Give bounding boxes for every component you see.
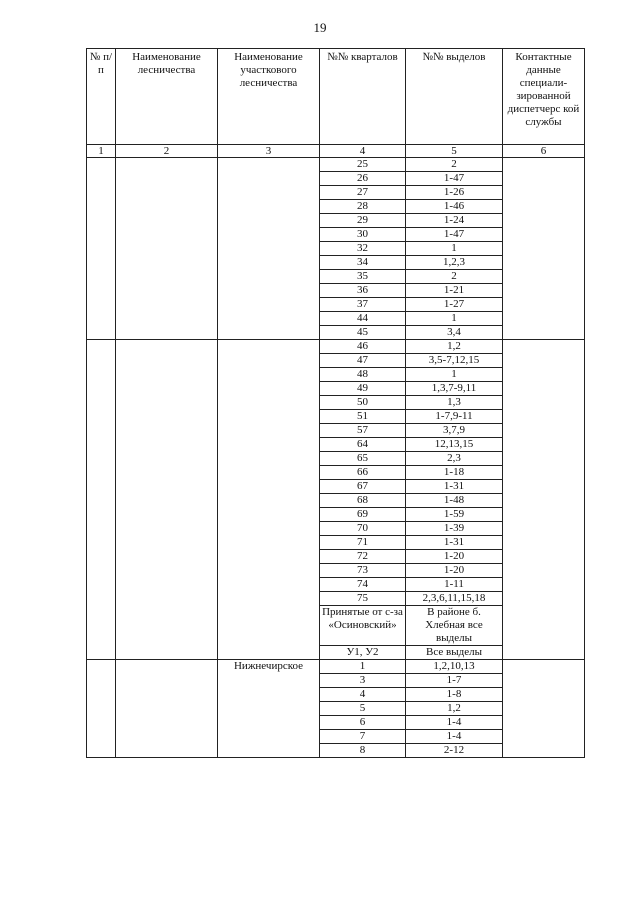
- allotment-cell: В районе б. Хлебная все выделы: [406, 606, 503, 646]
- quarter-cell: 50: [320, 396, 406, 410]
- quarter-cell: 44: [320, 312, 406, 326]
- quarter-cell: 73: [320, 564, 406, 578]
- allotment-cell: 1-47: [406, 228, 503, 242]
- allotment-cell: 1: [406, 312, 503, 326]
- quarter-cell: 69: [320, 508, 406, 522]
- forest-districts-table: [86, 48, 585, 758]
- quarter-cell: 45: [320, 326, 406, 340]
- page-number: 19: [313, 20, 327, 35]
- district-cell: Нижнечирское: [218, 660, 320, 758]
- allotment-cell: 1,2: [406, 702, 503, 716]
- quarter-cell: 65: [320, 452, 406, 466]
- allotment-cell: 1-48: [406, 494, 503, 508]
- quarter-cell: 66: [320, 466, 406, 480]
- allotment-cell: Все выделы: [406, 646, 503, 660]
- allotment-cell: 1-31: [406, 536, 503, 550]
- allotment-cell: 1,3,7-9,11: [406, 382, 503, 396]
- quarter-cell: У1, У2: [320, 646, 406, 660]
- quarter-cell: 1: [320, 660, 406, 674]
- quarter-cell: 67: [320, 480, 406, 494]
- contact-cell: [503, 340, 585, 660]
- quarter-cell: 6: [320, 716, 406, 730]
- forestry-cell: [116, 340, 218, 660]
- allotment-cell: 1: [406, 242, 503, 256]
- header-cell: №№ кварталов: [320, 49, 406, 145]
- quarter-cell: 37: [320, 298, 406, 312]
- allotment-cell: 1-18: [406, 466, 503, 480]
- header-cell: №№ выделов: [406, 49, 503, 145]
- allotment-cell: 1-31: [406, 480, 503, 494]
- quarter-cell: 49: [320, 382, 406, 396]
- quarter-cell: 26: [320, 172, 406, 186]
- allotment-cell: 1,3: [406, 396, 503, 410]
- quarter-cell: 8: [320, 744, 406, 758]
- table-group-b: [87, 340, 585, 660]
- district-cell: [218, 158, 320, 340]
- district-cell: [218, 340, 320, 660]
- allotment-cell: 2: [406, 158, 503, 172]
- allotment-cell: 1-47: [406, 172, 503, 186]
- quarter-cell: 4: [320, 688, 406, 702]
- allotment-cell: 1: [406, 368, 503, 382]
- header-cell: № п/п: [87, 49, 116, 145]
- header-cell: Наименование участкового лесничества: [218, 49, 320, 145]
- header-row: [87, 49, 585, 145]
- column-number: 1: [87, 145, 116, 158]
- row-number-cell: [87, 158, 116, 340]
- table-row: [87, 158, 585, 172]
- quarter-cell: 27: [320, 186, 406, 200]
- column-number: 6: [503, 145, 585, 158]
- quarter-cell: 47: [320, 354, 406, 368]
- table-group-c: [87, 660, 585, 758]
- allotment-cell: 1-4: [406, 730, 503, 744]
- allotment-cell: 1-7: [406, 674, 503, 688]
- quarter-cell: 5: [320, 702, 406, 716]
- header-cell: Контактные данные специали-зированной диспетчерс кой службы: [503, 49, 585, 145]
- header-cell: Наименование лесничества: [116, 49, 218, 145]
- allotment-cell: 1-59: [406, 508, 503, 522]
- allotment-cell: 1-20: [406, 550, 503, 564]
- column-number: 3: [218, 145, 320, 158]
- column-number: 4: [320, 145, 406, 158]
- quarter-cell: 34: [320, 256, 406, 270]
- allotment-cell: 1,2,3: [406, 256, 503, 270]
- forestry-cell: [116, 158, 218, 340]
- allotment-cell: 1-8: [406, 688, 503, 702]
- quarter-cell: 28: [320, 200, 406, 214]
- quarter-cell: 36: [320, 284, 406, 298]
- quarter-cell: 32: [320, 242, 406, 256]
- table-group-a: [87, 158, 585, 340]
- quarter-cell: 70: [320, 522, 406, 536]
- quarter-cell: 51: [320, 410, 406, 424]
- quarter-cell: 3: [320, 674, 406, 688]
- quarter-cell: 46: [320, 340, 406, 354]
- allotment-cell: 1-11: [406, 578, 503, 592]
- quarter-cell: 29: [320, 214, 406, 228]
- allotment-cell: 1-7,9-11: [406, 410, 503, 424]
- row-number-cell: [87, 660, 116, 758]
- allotment-cell: 3,4: [406, 326, 503, 340]
- allotment-cell: 1-46: [406, 200, 503, 214]
- quarter-cell: 74: [320, 578, 406, 592]
- table-row: [87, 660, 585, 674]
- quarter-cell: 64: [320, 438, 406, 452]
- allotment-cell: 2,3: [406, 452, 503, 466]
- quarter-cell: 68: [320, 494, 406, 508]
- quarter-cell: 35: [320, 270, 406, 284]
- forestry-cell: [116, 660, 218, 758]
- contact-cell: [503, 660, 585, 758]
- allotment-cell: 1-26: [406, 186, 503, 200]
- allotment-cell: 1-4: [406, 716, 503, 730]
- quarter-cell: 25: [320, 158, 406, 172]
- table-row: [87, 340, 585, 354]
- quarter-cell: 71: [320, 536, 406, 550]
- quarter-cell: 7: [320, 730, 406, 744]
- allotment-cell: 2: [406, 270, 503, 284]
- quarter-cell: 30: [320, 228, 406, 242]
- column-number: 5: [406, 145, 503, 158]
- column-number-row: [87, 145, 585, 158]
- quarter-cell: 57: [320, 424, 406, 438]
- quarter-cell: Принятые от с-за «Осиновский»: [320, 606, 406, 646]
- row-number-cell: [87, 340, 116, 660]
- column-number: 2: [116, 145, 218, 158]
- allotment-cell: 3,7,9: [406, 424, 503, 438]
- allotment-cell: 1-20: [406, 564, 503, 578]
- allotment-cell: 1-24: [406, 214, 503, 228]
- allotment-cell: 12,13,15: [406, 438, 503, 452]
- allotment-cell: 3,5-7,12,15: [406, 354, 503, 368]
- allotment-cell: 2-12: [406, 744, 503, 758]
- allotment-cell: 2,3,6,11,15,18: [406, 592, 503, 606]
- allotment-cell: 1-27: [406, 298, 503, 312]
- allotment-cell: 1-39: [406, 522, 503, 536]
- contact-cell: [503, 158, 585, 340]
- quarter-cell: 72: [320, 550, 406, 564]
- allotment-cell: 1,2,10,13: [406, 660, 503, 674]
- allotment-cell: 1,2: [406, 340, 503, 354]
- quarter-cell: 75: [320, 592, 406, 606]
- allotment-cell: 1-21: [406, 284, 503, 298]
- quarter-cell: 48: [320, 368, 406, 382]
